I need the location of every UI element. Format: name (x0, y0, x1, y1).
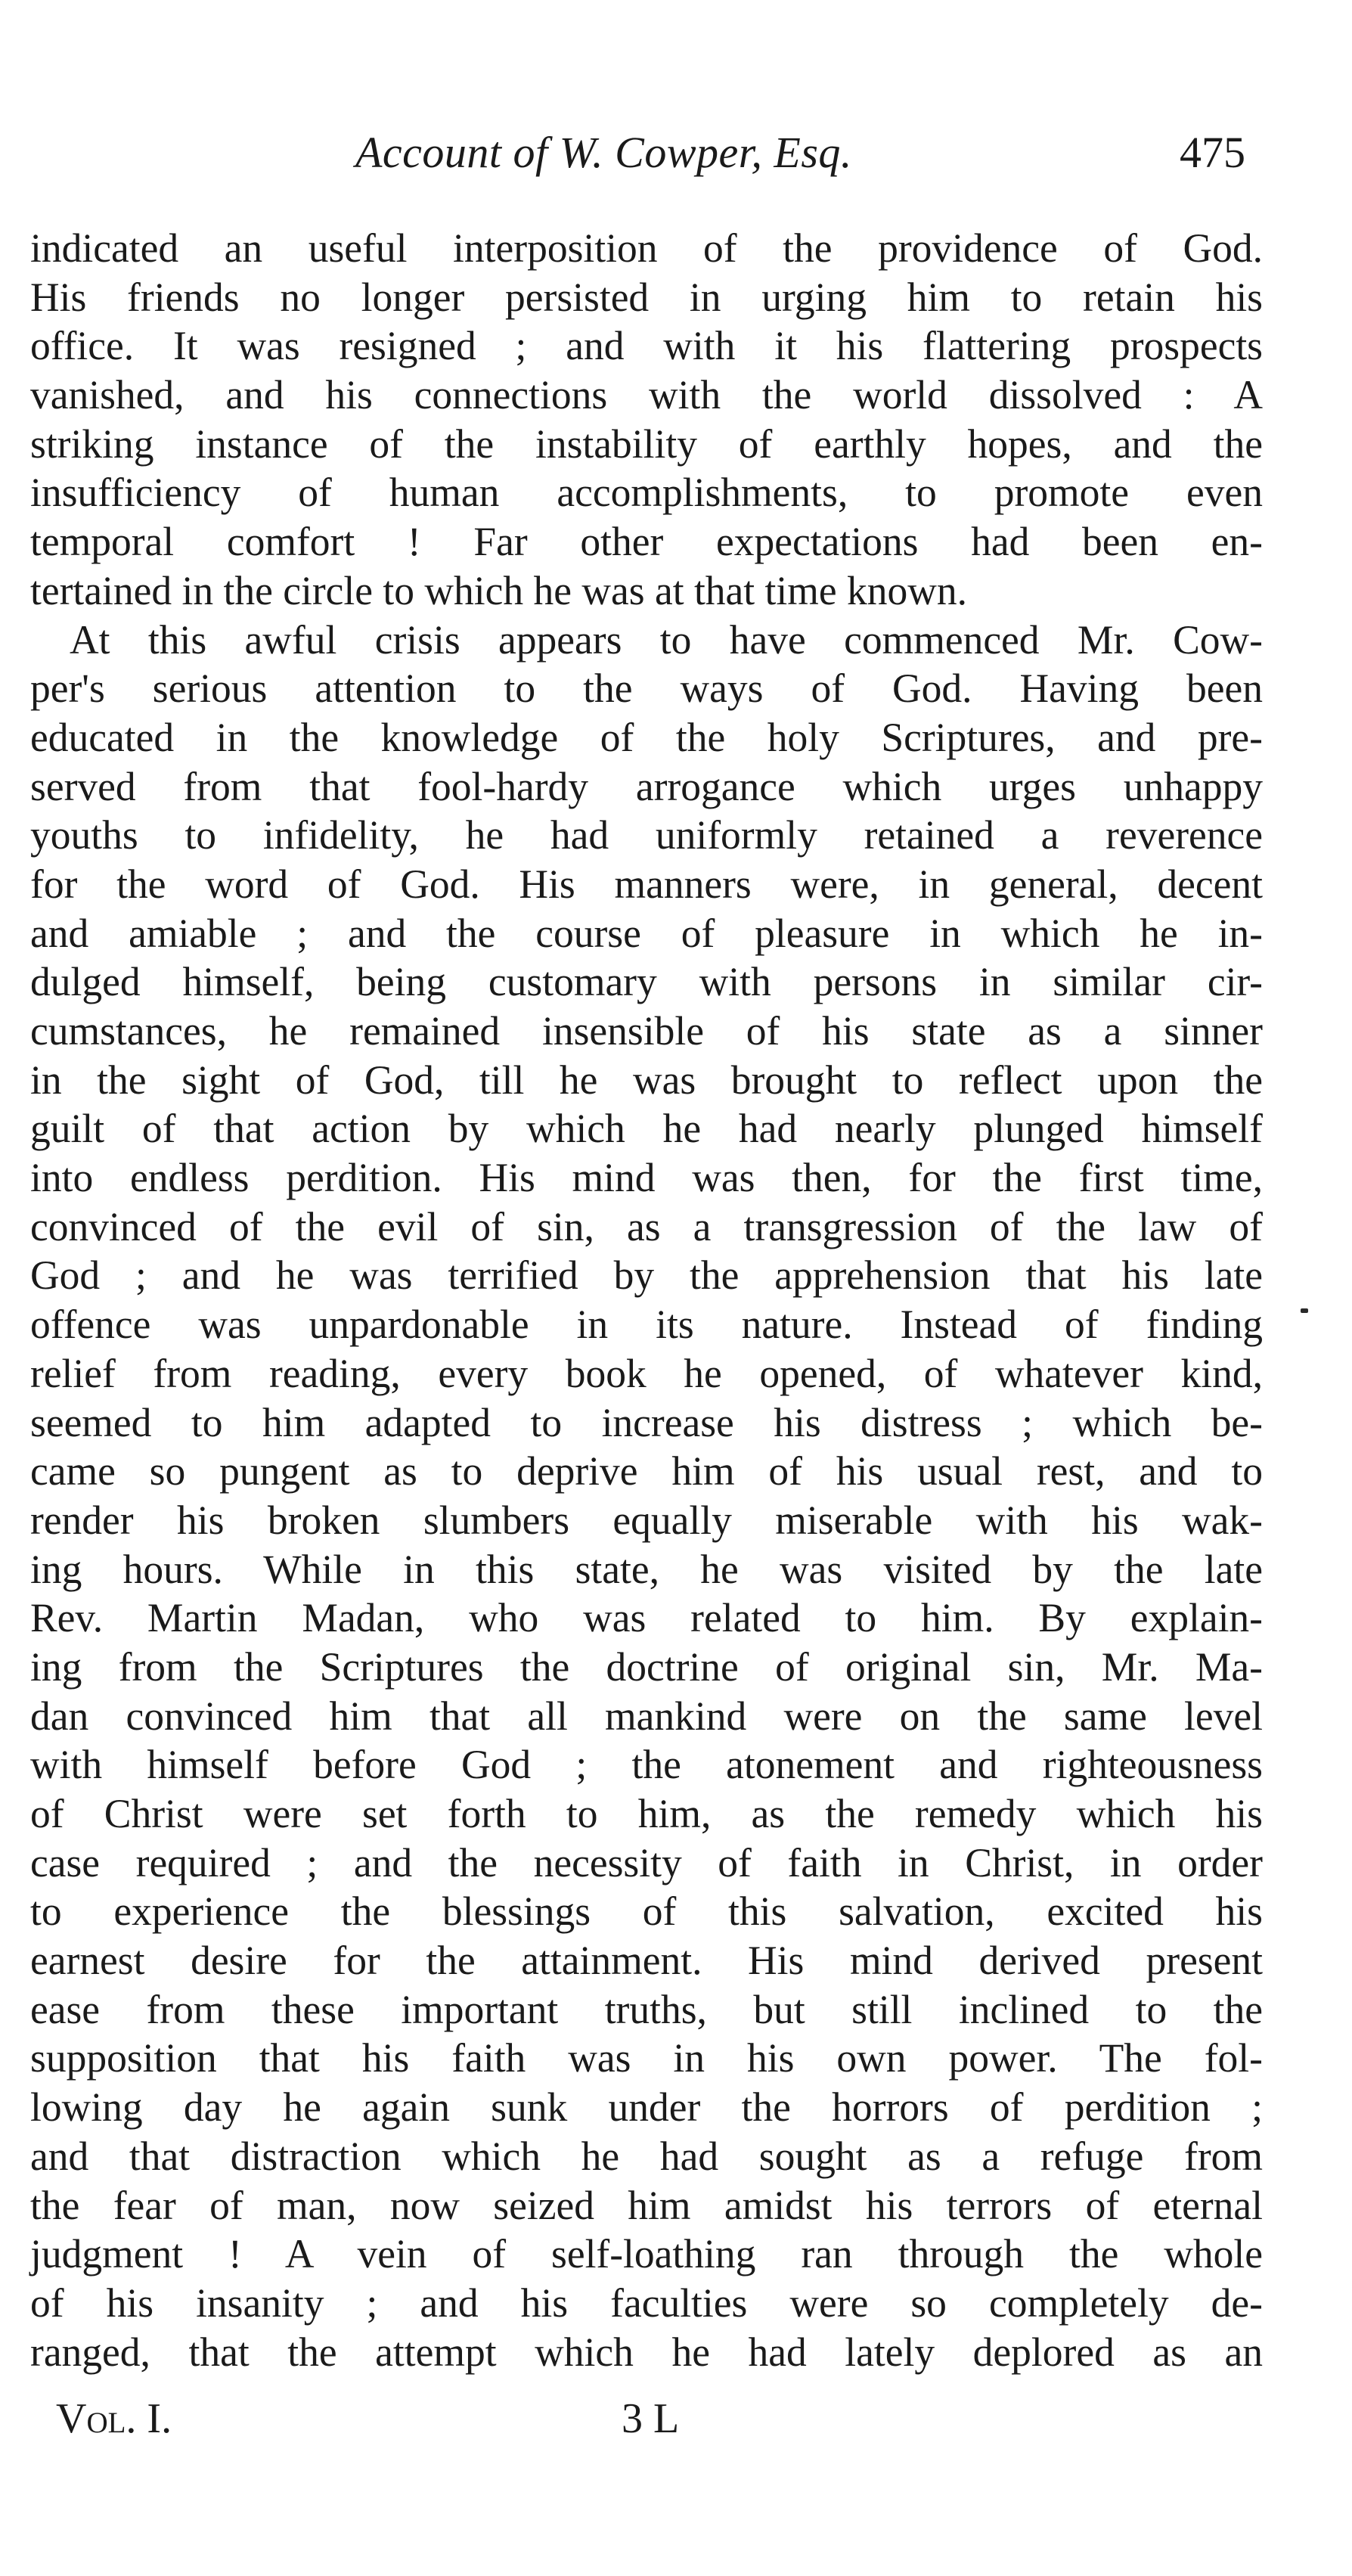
text-line: and amiable ; and the course of pleasure in which he in- (30, 910, 1263, 956)
text-line: ing hours. While in this state, he was visited by the late (30, 1546, 1263, 1592)
margin-speck (1301, 1308, 1308, 1313)
page-footer (0, 2394, 1352, 2455)
text-line: came so pungent as to deprive him of his usual rest, and to (30, 1448, 1263, 1494)
text-line: dan convinced him that all mankind were on the same level (30, 1693, 1263, 1739)
text-line: temporal comfort ! Far other expectations had been en- (30, 519, 1263, 565)
text-line: lowing day he again sunk under the horrors of perdition ; (30, 2084, 1263, 2131)
text-line: for the word of God. His manners were, in general, decent (30, 861, 1263, 907)
text-line: youths to infidelity, he had uniformly retained a reverence (30, 812, 1263, 858)
text-line: earnest desire for the attainment. His mind derived present (30, 1938, 1263, 1984)
text-line: and that distraction which he had sought as a refuge from (30, 2133, 1263, 2179)
text-line: cumstances, he remained insensible of his state as a sinner (30, 1008, 1263, 1054)
text-line: per's serious attention to the ways of God. Having been (30, 666, 1263, 712)
text-line: dulged himself, being customary with persons in similar cir- (30, 959, 1263, 1005)
text-line: the fear of man, now seized him amidst his terrors of eternal (30, 2182, 1263, 2228)
text-line: served from that fool-hardy arrogance which urges unhappy (30, 763, 1263, 809)
text-line: ease from these important truths, but still inclined to the (30, 1986, 1263, 2032)
text-line: judgment ! A vein of self-loathing ran through the whole (30, 2231, 1263, 2277)
paragraph-start-line: At this awful crisis appears to have commenced Mr. Cow- (70, 616, 1263, 663)
text-line: seemed to him adapted to increase his distress ; which be- (30, 1399, 1263, 1445)
text-line: His friends no longer persisted in urging him to retain his (30, 274, 1263, 320)
signature-mark: 3 L (622, 2395, 680, 2442)
text-line: render his broken slumbers equally miserable with his wak- (30, 1497, 1263, 1543)
text-line: into endless perdition. His mind was then, for the first time, (30, 1155, 1263, 1201)
text-line: striking instance of the instability of earthly hopes, and the (30, 421, 1263, 467)
text-line: with himself before God ; the atonement and righteousness (30, 1742, 1263, 1788)
text-line: vanished, and his connections with the world dissolved : A (30, 372, 1263, 418)
text-line: ing from the Scriptures the doctrine of original sin, Mr. Ma- (30, 1643, 1263, 1690)
text-line: of Christ were set forth to him, as the remedy which his (30, 1791, 1263, 1836)
body-text (30, 224, 1263, 2376)
text-line: ranged, that the attempt which he had lately deplored as an (30, 2329, 1263, 2375)
text-line: educated in the knowledge of the holy Scriptures, and pre- (30, 714, 1263, 760)
text-line: case required ; and the necessity of faith in Christ, in order (30, 1839, 1263, 1885)
text-line: insufficiency of human accomplishments, to promote even (30, 470, 1263, 516)
text-line: of his insanity ; and his faculties were so completely de- (30, 2280, 1263, 2326)
text-line: in the sight of God, till he was brought to reflect upon the (30, 1057, 1263, 1103)
text-line: convinced of the evil of sin, as a transgression of the law of (30, 1203, 1263, 1249)
text-line: to experience the blessings of this salvation, excited his (30, 1889, 1263, 1935)
text-line: office. It was resigned ; and with it his flattering prospects (30, 323, 1263, 369)
text-line: tertained in the circle to which he was at that time known. (30, 567, 968, 613)
text-line: guilt of that action by which he had nearly plunged himself (30, 1106, 1263, 1152)
running-head (0, 127, 1352, 188)
text-line: God ; and he was terrified by the apprehension that his late (30, 1252, 1263, 1299)
text-line: indicated an useful interposition of the providence of God. (30, 225, 1263, 271)
text-line: supposition that his faith was in his own power. The fol- (30, 2035, 1263, 2081)
volume-mark: Vol. I. (56, 2395, 172, 2442)
text-line: Rev. Martin Madan, who was related to him. By explain- (30, 1595, 1263, 1641)
running-title: Account of W. Cowper, Esq. (355, 128, 852, 177)
text-line: relief from reading, every book he opened, of whatever kind, (30, 1350, 1263, 1396)
text-line: offence was unpardonable in its nature. Instead of finding (30, 1302, 1263, 1348)
page-number: 475 (1180, 128, 1245, 177)
